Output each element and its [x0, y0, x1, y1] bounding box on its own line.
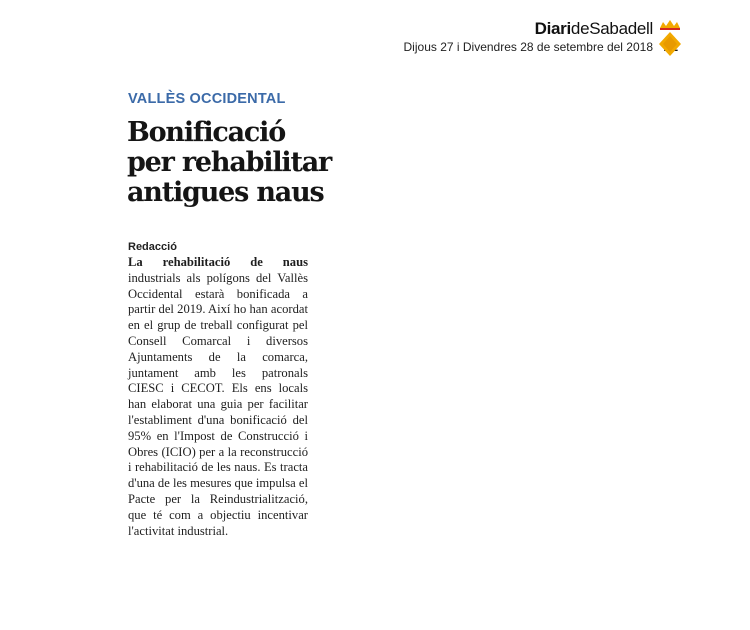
dateline — [404, 40, 653, 54]
masthead-name-thin: deSabadell — [570, 19, 653, 38]
dateline-text: Dijous 27 i Divendres 28 de setembre del 2018 — [403, 40, 653, 54]
section-label: VALLÈS OCCIDENTAL — [128, 91, 286, 107]
article-headline — [127, 118, 387, 208]
crown-shape — [660, 20, 680, 28]
newspaper-masthead — [535, 19, 653, 39]
article-body — [128, 255, 308, 539]
byline: Redacció — [128, 241, 177, 253]
sabadell-crest-icon — [657, 18, 683, 58]
headline-line: per rehabilitar — [127, 147, 332, 178]
crown-band — [660, 28, 680, 30]
article-body-text: industrials als polígons del Vallès Occidental estarà bonificada a partir del 2019. Així ho han acordat en el grup de treball configurat pel Consell Comarcal i diversos Ajuntaments de la comarca, juntament amb les patronals CIESC i CECOT. Els ens locals han elaborat una guia per facilitar l'establiment d'una bonificació del 95% en l'Impost de Construcció i Obres (ICIO) per a la reconstrucció i rehabilitació de les naus. Es tracta d'una de les mesures que impulsa el Pacte per la Reindustrialització, que té com a objectiu incentivar l'activitat industrial. — [128, 270, 308, 538]
headline-line: Bonificació — [127, 117, 286, 148]
headline-line: antigues naus — [127, 177, 324, 208]
article-lead: La rehabilitació de naus — [128, 255, 308, 269]
masthead-name-bold: Diari — [534, 19, 571, 38]
